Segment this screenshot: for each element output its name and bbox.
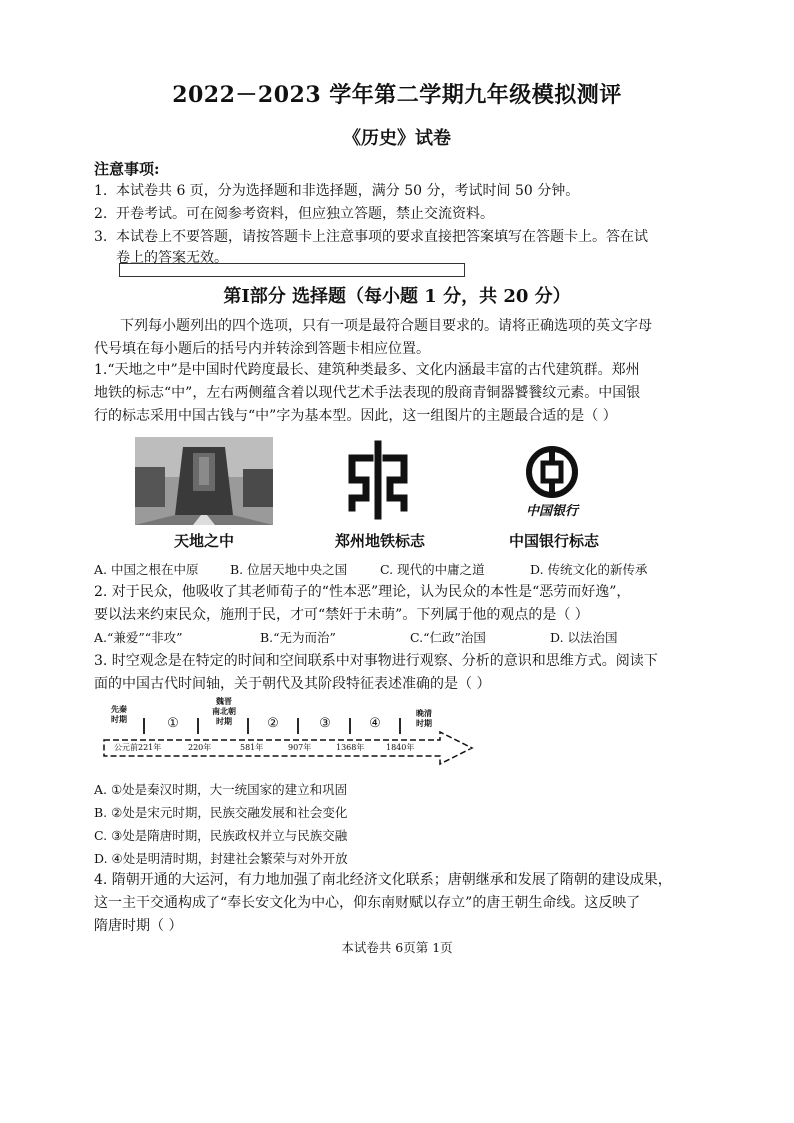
page-footer: 本试卷共 6页第 1页 — [341, 940, 453, 955]
exam-subtitle: 《历史》试卷 — [343, 128, 451, 149]
timeline-year: 581年 — [240, 743, 264, 752]
timeline — [100, 696, 480, 776]
caption-metro: 郑州地铁标志 — [334, 532, 425, 550]
timeline-label: 魏晋 南北朝 时期 — [212, 696, 236, 726]
notice-item-num: 2. — [94, 206, 108, 222]
q1-line2: 地铁的标志“中”，左右两侧蕴含着以现代艺术手法表现的殷商青铜器饕餮纹元素。中国银 — [94, 385, 641, 401]
caption-boc: 中国银行标志 — [508, 532, 599, 550]
timeline-label: ② — [267, 716, 279, 731]
timeline-year: 1840年 — [386, 743, 415, 752]
timeline-label: ③ — [319, 716, 331, 731]
timeline-label: ④ — [369, 716, 381, 731]
section-title: 第Ⅰ部分 选择题（每小题 1 分，共 20 分） — [223, 286, 571, 307]
q3-option-d: D. ④处是明清时期，封建社会繁荣与对外开放 — [94, 851, 348, 866]
metro-logo-icon — [340, 440, 416, 520]
q2-option-b: B.“无为而治” — [260, 630, 336, 645]
q3-option-b: B. ②处是宋元时期，民族交融发展和社会变化 — [94, 805, 348, 820]
boc-logo — [524, 444, 580, 500]
q2-line2: 要以法来约束民众，施刑于民，才可“禁奸于未萌”。下列属于他的观点的是（ ） — [94, 607, 589, 623]
timeline-year: 公元前221年 — [114, 743, 162, 752]
q2-option-c: C.“仁政”治国 — [410, 630, 486, 645]
notice-item-2 — [94, 203, 674, 226]
q2-option-a: A.“兼爱”“非攻” — [94, 630, 183, 645]
notice-item-text: 本试卷共 6 页，分为选择题和非选择题，满分 50 分，考试时间 50 分钟。 — [116, 183, 580, 199]
timeline-label: 先秦 时期 — [111, 704, 127, 724]
q1-line1: 1.“天地之中”是中国时代跨度最长、建筑种类最多、文化内涵最丰富的古代建筑群。郑州 — [94, 362, 640, 378]
notice-item-num: 3. — [94, 229, 108, 245]
notice-item-text: 开卷考试。可在阅参考资料，但应独立答题，禁止交流资料。 — [116, 206, 494, 222]
section-intro-1: 下列每小题列出的四个选项，只有一项是最符合题目要求的。请将正确选项的英文字母 — [120, 318, 652, 334]
q3-option-a: A. ①处是秦汉时期，大一统国家的建立和巩固 — [94, 782, 348, 797]
blank-box — [119, 263, 465, 277]
q1-options — [94, 560, 694, 578]
section-intro-2: 代号填在每小题后的括号内并转涂到答题卡相应位置。 — [94, 341, 430, 357]
notice-item-1 — [94, 180, 674, 203]
notice-item-num: 1. — [94, 183, 108, 199]
timeline-year: 907年 — [288, 743, 312, 752]
q1-option-d: D. 传统文化的新传承 — [530, 562, 648, 577]
exam-title: 2022－2023 学年第二学期九年级模拟测评 — [172, 82, 622, 108]
timeline-label: 晚清 时期 — [416, 708, 432, 728]
timeline-label: ① — [167, 716, 179, 731]
q1-option-b: B. 位居天地中央之国 — [230, 562, 348, 577]
q3-line2: 面的中国古代时间轴，关于朝代及其阶段特征表述准确的是（ ） — [94, 676, 491, 692]
q3-option-c: C. ③处是隋唐时期，民族政权并立与民族交融 — [94, 828, 348, 843]
notice-item-text: 本试卷上不要答题，请按答题卡上注意事项的要求直接把答案填写在答题卡上。答在试 — [116, 229, 648, 245]
boc-logo-text: 中国银行 — [525, 504, 578, 519]
timeline-year: 1368年 — [336, 743, 365, 752]
notice-heading: 注意事项: — [94, 160, 160, 178]
caption-tiandi: 天地之中 — [173, 532, 234, 550]
q4-line2: 这一主干交通构成了“奉长安文化为中心，仰东南财赋以存立”的唐王朝生命线。这反映了 — [94, 895, 641, 911]
boc-coin-icon — [524, 444, 580, 500]
timeline-year: 220年 — [188, 743, 212, 752]
q4-line3: 隋唐时期（ ） — [94, 918, 183, 934]
monument-gate-icon — [135, 437, 273, 525]
q2-options — [94, 628, 694, 646]
q2-option-d: D. 以法治国 — [550, 630, 618, 645]
q1-line3: 行的标志采用中国古钱与“中”字为基本型。因此，这一组图片的主题最合适的是（ ） — [94, 408, 617, 424]
zhengzhou-metro-logo — [340, 440, 416, 520]
notice-item-3 — [94, 226, 674, 249]
q4-line1: 4. 隋朝开通的大运河，有力地加强了南北经济文化联系；唐朝继承和发展了隋朝的建设成果， — [94, 872, 672, 888]
q3-line1: 3. 时空观念是在特定的时间和空间联系中对事物进行观察、分析的意识和思维方式。阅读下 — [94, 653, 658, 669]
notice-item-3-cont: 卷上的答案无效。 — [116, 250, 228, 266]
q1-option-c: C. 现代的中庸之道 — [380, 562, 485, 577]
q2-line1: 2. 对于民众，他吸收了其老师荀子的“性本恶”理论，认为民众的本性是“恶劳而好逸”， — [94, 584, 631, 600]
tiandi-zhizhong-photo — [135, 437, 273, 525]
q1-option-a: A. 中国之根在中原 — [94, 562, 199, 577]
